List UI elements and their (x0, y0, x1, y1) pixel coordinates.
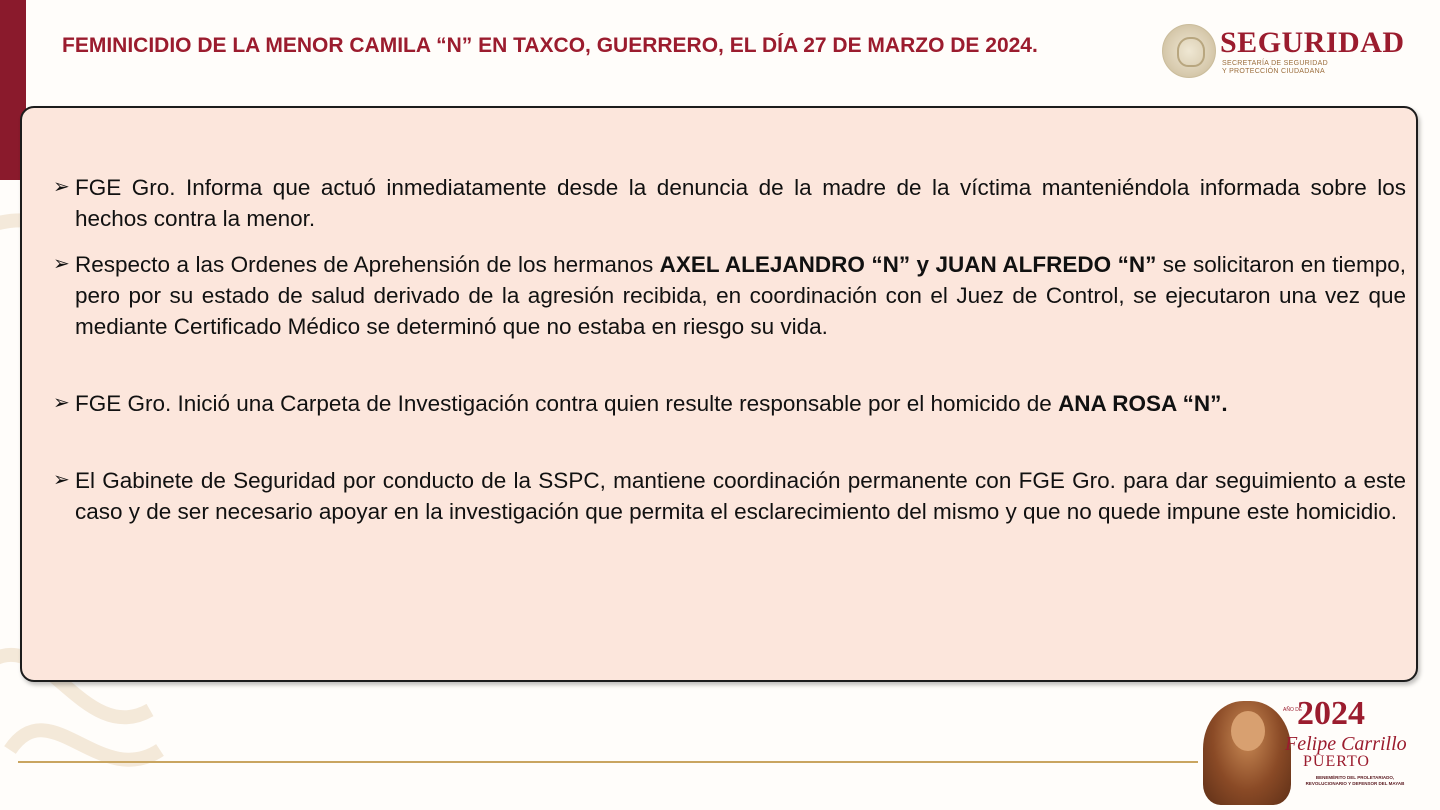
bullet-text: FGE Gro. Informa que actuó inmediatamente desde la denuncia de la madre de la víctima manteniéndola informada sobre los hechos contra la menor. (75, 175, 1406, 231)
seguridad-logo (1162, 24, 1412, 80)
year-prefix: AÑO DE (1283, 707, 1303, 713)
bullet-text: Respecto a las Ordenes de Aprehensión de los hermanos (75, 252, 660, 277)
bullet-item (55, 249, 1406, 342)
footer-logo-subtitle: BENEMÉRITO DEL PROLETARIADO, REVOLUCIONARIO Y DEFENSOR DEL MAYAB (1305, 775, 1405, 786)
arrow-bullet-icon: ➢ (53, 176, 70, 198)
bullet-bold-text: ANA ROSA “N”. (1058, 391, 1228, 416)
bullet-item (55, 465, 1406, 527)
bullet-text: FGE Gro. Inició una Carpeta de Investigación contra quien resulte responsable por el homicido de (75, 391, 1059, 416)
mexico-seal-icon (1162, 24, 1216, 78)
felipe-carrillo-puerto-logo (1195, 695, 1425, 805)
footer-divider (18, 761, 1198, 763)
footer-logo-place: PUERTO (1303, 753, 1370, 770)
slide-title: FEMINICIDIO DE LA MENOR CAMILA “N” EN TAXCO, GUERRERO, EL DÍA 27 DE MARZO DE 2024. (62, 34, 1038, 57)
logo-wordmark: SEGURIDAD (1220, 26, 1405, 59)
bullet-item (55, 172, 1406, 234)
arrow-bullet-icon: ➢ (53, 253, 70, 275)
footer-logo-name: Felipe Carrillo (1285, 733, 1407, 755)
arrow-bullet-icon: ➢ (53, 392, 70, 414)
bullet-list (55, 172, 1406, 527)
bullet-bold-text: AXEL ALEJANDRO “N” y JUAN ALFREDO “N” (659, 252, 1157, 277)
logo-subtitle: SECRETARÍA DE SEGURIDAD Y PROTECCIÓN CIUDADANA (1222, 60, 1328, 75)
bullet-text: se solicitaron en tiempo, pero por su estado de salud derivado de la agresión recibida, en coordinación con el Juez de Control, se ejecutaron una vez que mediante Certificado Médico se determinó que no estaba en riesgo su vida. (75, 252, 1407, 339)
portrait-icon (1203, 701, 1291, 805)
year-label: 2024 (1297, 695, 1365, 732)
arrow-bullet-icon: ➢ (53, 469, 70, 491)
bullet-item (55, 388, 1406, 419)
bullet-text: El Gabinete de Seguridad por conducto de la SSPC, mantiene coordinación permanente con FGE Gro. para dar seguimiento a este caso y de ser necesario apoyar en la investigación que permita el esclarecimiento del mismo y que no quede impune este homicidio. (75, 468, 1406, 524)
